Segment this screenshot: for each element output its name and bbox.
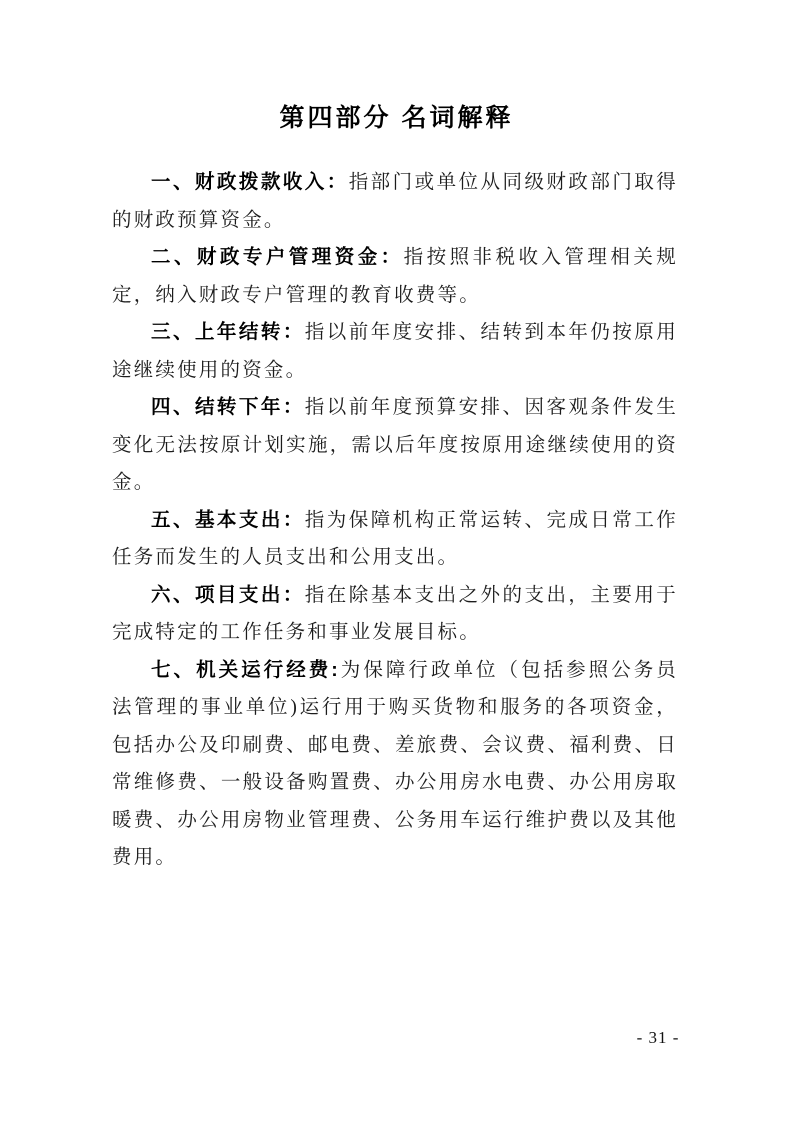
term-label: 四、结转下年： — [151, 396, 305, 418]
page-number: - 31 - — [636, 1028, 680, 1047]
term-definition: 指以前年度安排、结转到本年仍按原用途继续使用的资金。 — [112, 322, 679, 381]
definition-paragraph — [112, 164, 678, 239]
document-body — [112, 164, 678, 877]
term-definition: 指部门或单位从同级财政部门取得的财政预算资金。 — [112, 172, 678, 231]
term-definition: 指为保障机构正常运转、完成日常工作任务而发生的人员支出和公用支出。 — [112, 509, 679, 568]
term-definition: 指按照非税收入管理相关规定，纳入财政专户管理的教育收费等。 — [112, 247, 679, 306]
term-label: 七、机关运行经费: — [151, 658, 340, 681]
term-label: 六、项目支出： — [151, 583, 305, 606]
definition-paragraph — [112, 389, 678, 502]
definition-paragraph — [112, 314, 678, 389]
term-label: 五、基本支出： — [151, 508, 305, 531]
definition-paragraph — [112, 577, 678, 652]
term-label: 一、财政拨款收入： — [151, 171, 349, 193]
document-title: 第四部分 名词解释 — [279, 104, 514, 132]
term-label: 三、上年结转： — [151, 321, 305, 343]
term-label: 二、财政专户管理资金： — [151, 246, 404, 268]
definition-paragraph — [112, 239, 678, 314]
term-definition: 为保障行政单位（包括参照公务员法管理的事业单位)运行用于购买货物和服务的各项资金，包括办公及印刷费、邮电费、差旅费、会议费、福利费、日常维修费、一般设备购置费、办公用房水电费、办公用房取暖费、办公用房物业管理费、公务用车运行维护费以及其他费用。 — [112, 659, 678, 868]
definition-paragraph — [112, 502, 678, 577]
term-definition: 指以前年度预算安排、因客观条件发生变化无法按原计划实施，需以后年度按原用途继续使用的资金。 — [112, 397, 679, 493]
definition-paragraph — [112, 652, 678, 877]
term-definition: 指在除基本支出之外的支出，主要用于完成特定的工作任务和事业发展目标。 — [112, 584, 679, 643]
